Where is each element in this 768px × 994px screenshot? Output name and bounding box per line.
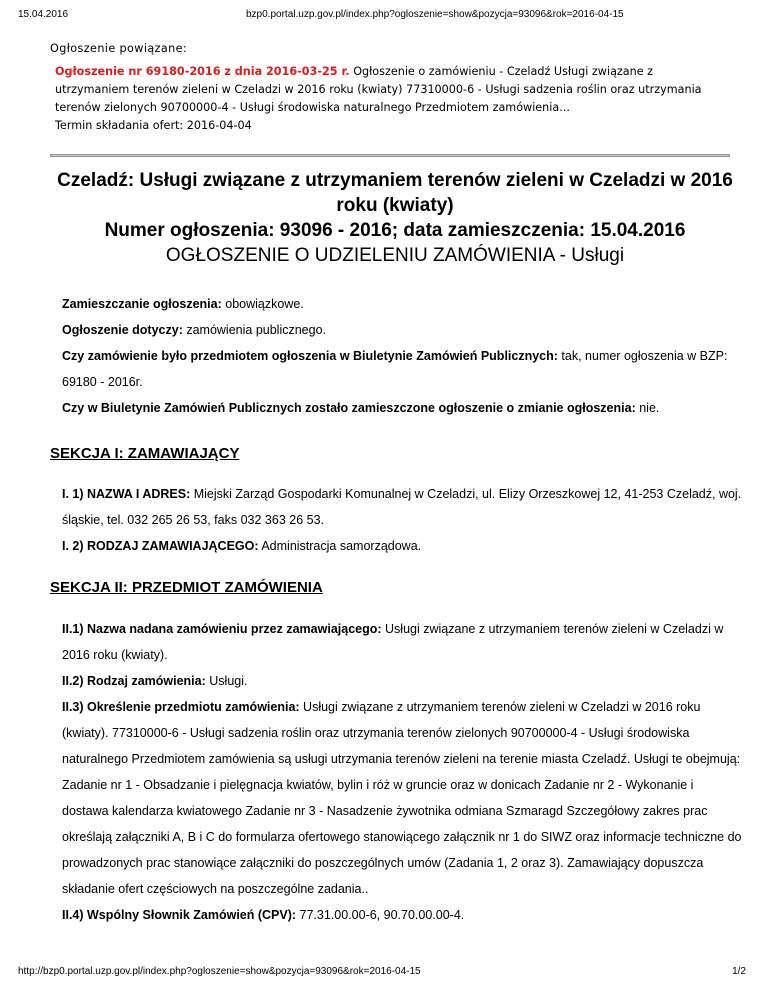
section1-block [62,481,742,559]
related-summary: Ogłoszenie o zamówieniu - Czeladź Usługi związane z utrzymaniem terenów zieleni w Czeladzi w 2016 roku (kwiaty) 77310000-6 - Usługi sadzenia roślin oraz utrzymania terenów zielonych 90700000-4 - Usługi środowiska naturalnego Przedmiotem zamówienia... [55,65,702,114]
section-heading: SEKCJA II: PRZEDMIOT ZAMÓWIENIA [50,579,323,596]
page-number: 1/2 [732,966,746,977]
print-url-header: bzp0.portal.uzp.gov.pl/index.php?ogloszenie=show&pozycja=93096&rok=2016-04-15 [246,9,624,20]
section-item: II.3) Określenie przedmiotu zamówienia: Usługi związane z utrzymaniem terenów zieleni w Czeladzi w 2016 roku (kwiaty). 77310000-6 - Usługi sadzenia roślin oraz utrzymania terenów zielonych 90700000-4 - Usługi środowiska naturalnego Przedmiotem zamówienia są usługi utrzymania terenów zieleni na terenie miasta Czeladź. Usługi te obejmują: Zadanie nr 1 - Obsadzanie i pielęgnacja kwiatów, bylin i róż w gruncie oraz w donicach Zadanie nr 2 - Wykonanie i dostawa kalendarza kwiatowego Zadanie nr 3 - Nasadzenie żywotnika odmiana Szmaragd Szczegółowy zakres prac określają załączniki A, B i C do formularza ofertowego stanowiącego załącznik nr 1 do SIWZ oraz informacje techniczne do prowadzonych prac stanowiące załączniki do poszczególnych umów (Zadania 1, 2 oraz 3). Zamawiający dopuszcza składanie ofert częściowych na poszczególne zadania.. [62,700,742,896]
section-item: II.1) Nazwa nadana zamówieniu przez zamawiającego: Usługi związane z utrzymaniem terenów zieleni w Czeladzi w 2016 roku (kwiaty). [62,622,724,662]
related-notice-link[interactable]: Ogłoszenie nr 69180-2016 z dnia 2016-03-25 r. [55,65,350,78]
section-heading: SEKCJA I: ZAMAWIAJĄCY [50,445,240,462]
intro-item: Zamieszczanie ogłoszenia: obowiązkowe. [62,297,304,311]
section-item: II.2) Rodzaj zamówienia: Usługi. [62,674,248,688]
related-deadline: Termin składania ofert: 2016-04-04 [55,119,252,132]
title-main: Czeladź: Usługi związane z utrzymaniem terenów zieleni w Czeladzi w 2016 roku (kwiaty) [57,170,733,216]
section-item: I. 1) NAZWA I ADRES: Miejski Zarząd Gospodarki Komunalnej w Czeladzi, ul. Elizy Orzeszkowej 12, 41-253 Czeladź, woj. śląskie, tel. 032 265 26 53, faks 032 363 26 53. [62,487,742,527]
page-title [52,168,738,268]
intro-item: Ogłoszenie dotyczy: zamówienia publicznego. [62,323,327,337]
divider [50,154,730,157]
title-number: Numer ogłoszenia: 93096 - 2016; data zamieszczenia: 15.04.2016 [104,220,686,241]
related-label: Ogłoszenie powiązane: [50,42,188,55]
section2-block [62,616,742,928]
print-date: 15.04.2016 [18,9,69,20]
title-type: OGŁOSZENIE O UDZIELENIU ZAMÓWIENIA - Usługi [165,245,625,266]
print-url-footer: http://bzp0.portal.uzp.gov.pl/index.php?ogloszenie=show&pozycja=93096&rok=2016-04-15 [18,966,421,977]
section-item: II.4) Wspólny Słownik Zamówień (CPV): 77.31.00.00-6, 90.70.00.00-4. [62,908,465,922]
intro-item: Czy zamówienie było przedmiotem ogłoszenia w Biuletynie Zamówień Publicznych: tak, numer ogłoszenia w BZP: 69180 - 2016r. [62,349,728,389]
intro-item: Czy w Biuletynie Zamówień Publicznych zostało zamieszczone ogłoszenie o zmianie ogłoszenia: nie. [62,401,660,415]
related-notice [50,40,730,135]
section-item: I. 2) RODZAJ ZAMAWIAJĄCEGO: Administracja samorządowa. [62,539,422,553]
intro-block [62,291,742,421]
